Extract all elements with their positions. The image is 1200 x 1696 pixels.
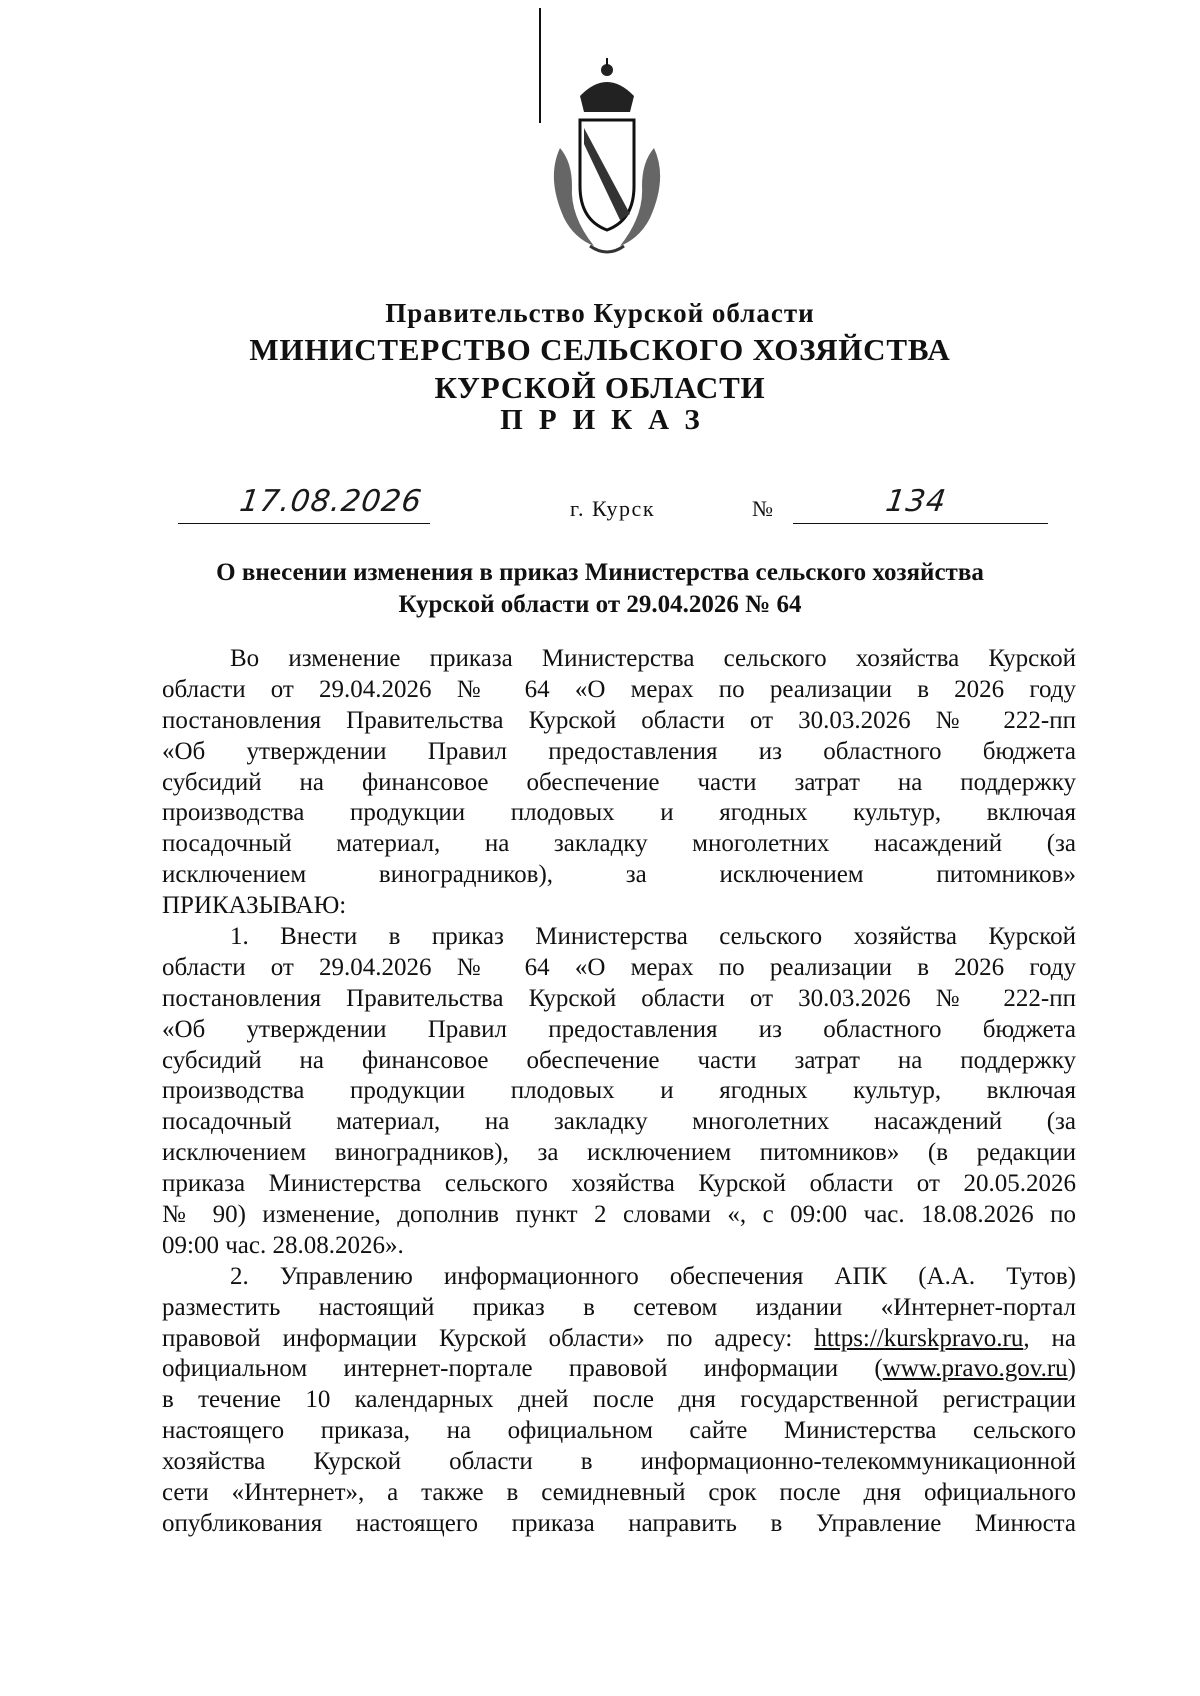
preamble-line: производства продукции плодовых и ягодных культур, включая: [162, 799, 1076, 827]
item-1-line: производства продукции плодовых и ягодных культур, включая: [162, 1077, 1076, 1105]
item-1-line: посадочный материал, на закладку многолетних насаждений (за: [162, 1108, 1076, 1136]
item-2-line: опубликования настоящего приказа направить в Управление Минюста: [162, 1509, 1076, 1537]
document-type: ПРИКАЗ: [500, 404, 716, 436]
order-title-line-1: О внесении изменения в приказ Министерства сельского хозяйства: [216, 559, 984, 586]
item-2-text: ): [1067, 1355, 1076, 1383]
number-underline: [793, 523, 1048, 524]
preamble-line: посадочный материал, на закладку многолетних насаждений (за: [162, 830, 1076, 858]
kurskpravo-link[interactable]: https://kurskpravo.ru: [814, 1324, 1024, 1352]
handwritten-number: 134: [883, 484, 949, 519]
item-2-line: разместить настоящий приказ в сетевом издании «Интернет-портал: [162, 1293, 1076, 1321]
order-title-line-2: Курской области от 29.04.2026 № 64: [398, 591, 802, 618]
preamble-line: Во изменение приказа Министерства сельского хозяйства Курской: [230, 645, 1076, 672]
government-name: Правительство Курской области: [385, 298, 815, 328]
item-1-line: «Об утверждении Правил предоставления из областного бюджета: [162, 1015, 1076, 1043]
item-1-line: постановления Правительства Курской области от 30.03.2026 № 222-пп: [162, 984, 1076, 1012]
item-2-line: 2. Управлению информационного обеспечения АПК (А.А. Тутов): [230, 1262, 1076, 1290]
item-2-line: хозяйства Курской области в информационно-телекоммуникационной: [162, 1448, 1076, 1476]
item-1-line: № 90) изменение, дополнив пункт 2 словами «, с 09:00 час. 18.08.2026 по: [162, 1201, 1076, 1229]
item-2-text: , на: [1023, 1324, 1077, 1352]
item-2-line: в течение 10 календарных дней после дня государственной регистрации: [162, 1386, 1076, 1414]
handwritten-date: 17.08.2026: [237, 484, 425, 519]
item-1-line: области от 29.04.2026 № 64 «О мерах по реализации в 2026 году: [162, 953, 1076, 981]
preamble-line: «Об утверждении Правил предоставления из областного бюджета: [162, 737, 1076, 765]
pravo-gov-link[interactable]: www.pravo.gov.ru: [882, 1355, 1068, 1383]
item-2-line: настоящего приказа, на официальном сайте Министерства сельского: [162, 1417, 1076, 1445]
preamble-line: субсидий на финансовое обеспечение части затрат на поддержку: [162, 768, 1076, 796]
preamble-line: исключением виноградников), за исключением питомников»: [162, 861, 1076, 889]
ministry-name: МИНИСТЕРСТВО СЕЛЬСКОГО ХОЗЯЙСТВА: [249, 332, 951, 367]
number-sign: №: [752, 496, 773, 521]
item-2-line: сети «Интернет», а также в семидневный срок после дня официального: [162, 1479, 1076, 1507]
item-2-text: официальном интернет-портале правовой информации (: [162, 1355, 883, 1383]
item-1-line: исключением виноградников), за исключением питомников» (в редакции: [162, 1139, 1076, 1167]
issue-city: г. Курск: [570, 496, 656, 521]
preamble-line: области от 29.04.2026 № 64 «О мерах по реализации в 2026 году: [162, 675, 1076, 703]
item-1-line: 1. Внести в приказ Министерства сельского хозяйства Курской: [230, 923, 1076, 951]
order-body: [162, 644, 1076, 1540]
coat-of-arms-emblem: [532, 8, 682, 278]
item-2-line: [162, 1354, 1076, 1385]
item-2-text: правовой информации Курской области» по адресу:: [162, 1324, 815, 1352]
item-1-line: 09:00 час. 28.08.2026».: [162, 1231, 404, 1259]
date-underline: [178, 523, 430, 524]
item-1-line: субсидий на финансовое обеспечение части затрат на поддержку: [162, 1046, 1076, 1074]
item-2-line: [162, 1324, 1076, 1355]
order-word: ПРИКАЗЫВАЮ:: [162, 892, 347, 920]
item-1-line: приказа Министерства сельского хозяйства Курской области от 20.05.2026: [162, 1170, 1076, 1198]
ministry-region: КУРСКОЙ ОБЛАСТИ: [434, 370, 766, 405]
preamble-line: постановления Правительства Курской области от 30.03.2026 № 222-пп: [162, 706, 1076, 734]
